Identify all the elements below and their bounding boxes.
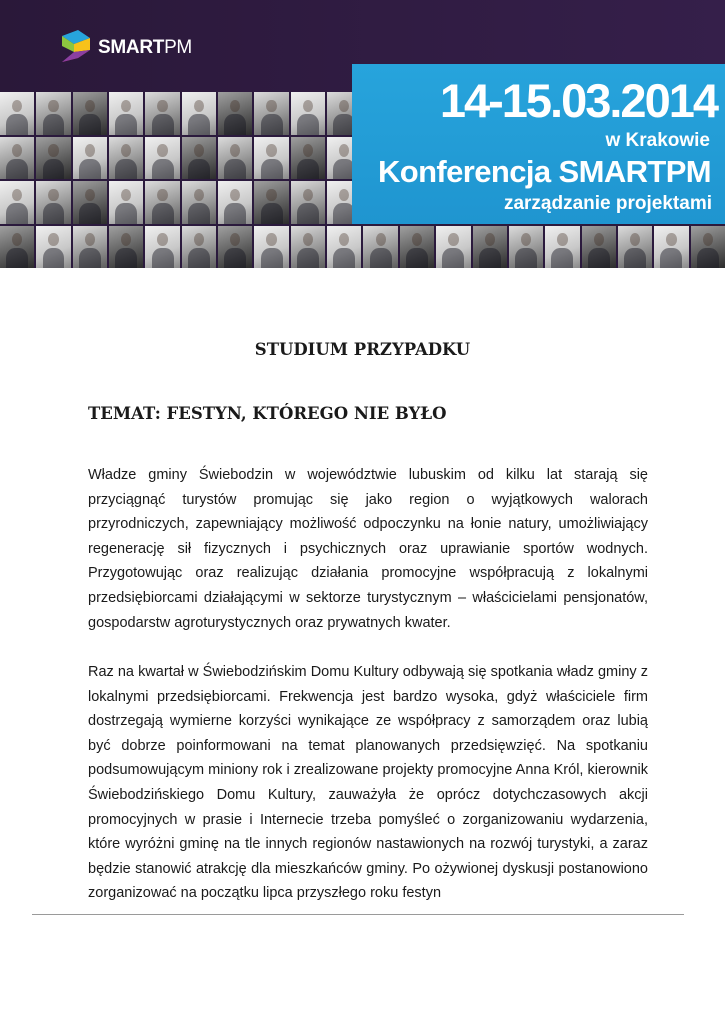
- conference-subtitle: zarządzanie projektami: [503, 193, 712, 214]
- conference-city: w Krakowie: [605, 130, 710, 151]
- page-footer-rule: [32, 914, 684, 915]
- paragraph-2: Raz na kwartał w Świebodzińskim Domu Kultury odbywają się spotkania władz gminy z lokalnymi przedsiębiorcami. Frekwencja jest bardzo wysoka, gdyż właściciele firm dostrzegają wymierne korzyści wynikające ze współpracy z samorządem oraz lubią być dobrze poinformowani na temat planowanych przedsięwzięć. Na spotkaniu podsumowującym miniony rok i zrealizowane projekty promocyjne Anna Król, kierownik Świebodzińskiego Domu Kultury, zauważyła że oprócz dotychczasowych akcji promocyjnych w prasie i Internecie trzeba pomyśleć o zorganizowaniu wydarzenia, które wyróżni gminę na tle innych regionów nastawionych na rozwój turystyki, a zaraz będzie stanowić atrakcję dla mieszkańców gminy. Po ożywionej dyskusji postanowiono zorganizować na początku lipca przyszłego roku festyn: [88, 664, 648, 902]
- smartpm-logo-icon: [56, 28, 96, 68]
- document-title: STUDIUM PRZYPADKU: [254, 340, 471, 359]
- document-topic: TEMAT: FESTYN, KTÓREGO NIE BYŁO: [88, 404, 447, 423]
- logo-wordmark: SMARTPM: [98, 37, 192, 58]
- paragraph-1: Władze gminy Świebodzin w województwie lubuskim od kilku lat starają się przyciągnąć turystów promując się jako region o wyjątkowych walorach przyrodniczych, zapewniający możliwość odpoczynku na łonie natury, umożliwiający regenerację sił fizycznych i psychicznych oraz uprawianie sportów wodnych. Przygotowując oraz realizując działania promocyjne współpracują z lokalnymi przedsiębiorcami działającymi w sektorze turystycznym – właścicielami pensjonatów, gospodarstw agroturystycznych oraz prywatnych kwater.: [88, 467, 648, 631]
- conference-dates: 14-15.03.2014: [439, 74, 717, 127]
- conference-banner: [0, 0, 725, 268]
- conference-name: Konferencja SMARTPM: [377, 154, 712, 189]
